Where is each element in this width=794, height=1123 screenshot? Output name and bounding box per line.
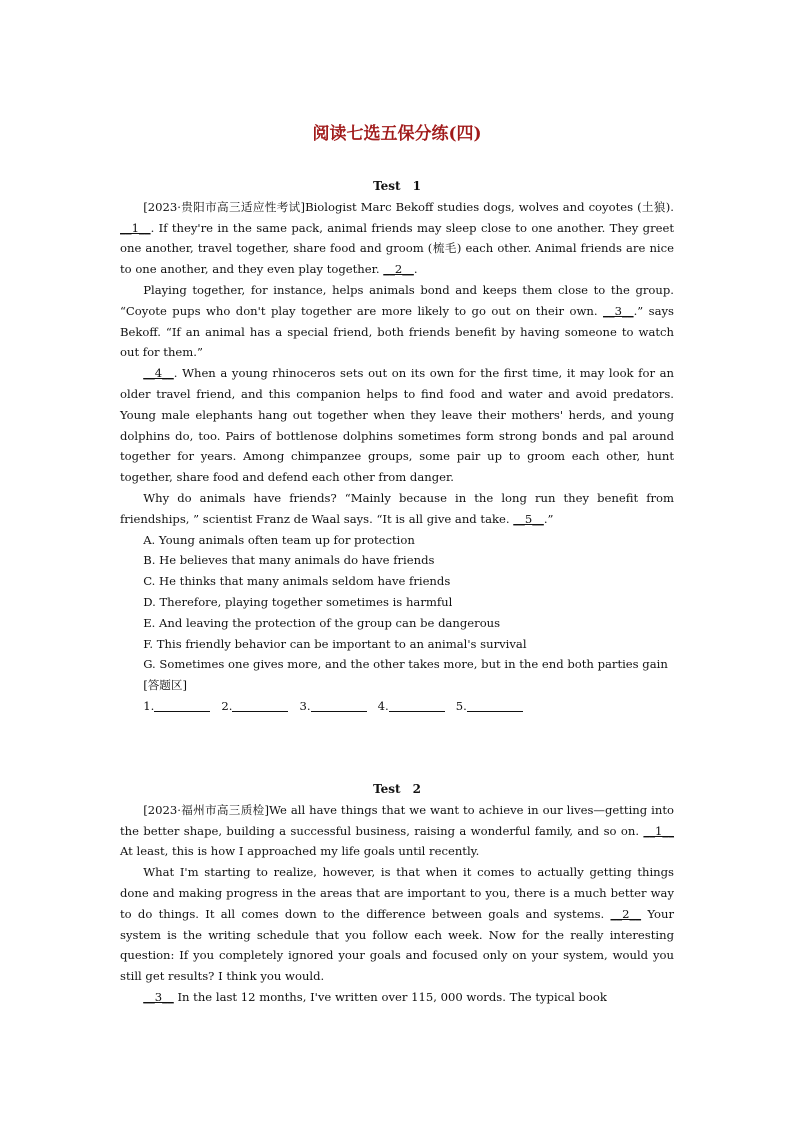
answer-number-3: 3. [299, 698, 311, 713]
blank-2: __2__ [610, 906, 642, 921]
text-run: [2023·福州市高三质检]We all have things that we want to achieve in our lives—getting into the better shape, building a successful business, raising a wonderful family, and so on. [120, 802, 674, 838]
answer-number-4: 4. [377, 698, 389, 713]
answer-blank-1[interactable] [154, 699, 210, 712]
blank-5: __5__ [513, 511, 544, 526]
test-1-heading: Test 1 [373, 179, 421, 193]
blank-2: __2__ [383, 262, 414, 277]
test-2-paragraph-2 [120, 862, 674, 987]
blank-3: __3__ [143, 989, 174, 1004]
answer-blank-5[interactable] [467, 699, 523, 712]
test-1-paragraph-3 [120, 363, 674, 488]
text-run: Playing together, for instance, helps animals bond and keeps them close to the group. “Coyote pups who don't play together are more likely to go out on their own. [120, 282, 674, 318]
text-run: [2023·贵阳市高三适应性考试]Biologist Marc Bekoff studies dogs, wolves and coyotes (土狼). [143, 199, 674, 214]
text-run: In the last 12 months, I've written over 115, 000 words. The typical book [173, 989, 607, 1004]
test-1-paragraph-1 [120, 197, 674, 280]
text-run: . When a young rhinoceros sets out on its own for the first time, it may look for an older travel friend, and this companion helps to find food and water and avoid predators. Young male elephants hang out together when they leave their mothers' herds, and young dolphins do, too. Pairs of bottlenose dolphins sometimes form strong bonds and pal around together for years. Among chimpanzee groups, some pair up to groom each other, hunt together, share food and defend each other from danger. [120, 366, 674, 485]
blank-3: __3__ [603, 303, 634, 318]
test-1-paragraph-2 [120, 280, 674, 363]
text-run: Your system is the writing schedule that you follow each week. Now for the really interesting question: If you completely ignored your goals and focused only on your system, would you still get results? I think you would. [120, 906, 674, 984]
test-2-paragraph-1 [120, 800, 674, 862]
option-e: E. And leaving the protection of the group can be dangerous [143, 615, 501, 630]
text-run: . [413, 262, 418, 277]
text-run: At least, this is how I approached my life goals until recently. [120, 844, 480, 859]
answer-area-label: [答题区] [143, 678, 188, 693]
text-run: Why do animals have friends? “Mainly because in the long run they benefit from friendships, ” scientist Franz de Waal says. “It is all give and take. [120, 490, 674, 526]
test-2-heading: Test 2 [373, 782, 421, 796]
option-f: F. This friendly behavior can be important to an animal's survival [143, 636, 527, 651]
test-1-paragraph-4 [120, 488, 674, 530]
answer-number-2: 2. [221, 698, 233, 713]
answer-blank-3[interactable] [311, 699, 367, 712]
option-a: A. Young animals often team up for protection [143, 532, 415, 547]
text-run: .” [543, 511, 554, 526]
test-2-paragraph-3 [120, 987, 674, 1008]
answer-number-1: 1. [143, 698, 155, 713]
text-run: What I'm starting to realize, however, is that when it comes to actually getting things done and making progress in the areas that are important to you, there is a much better way to do things. It all comes down to the difference between goals and systems. [120, 865, 674, 921]
answer-row [120, 696, 674, 717]
option-g: G. Sometimes one gives more, and the other takes more, but in the end both parties gain [143, 657, 668, 672]
blank-1: __1__ [120, 220, 151, 235]
answer-number-5: 5. [455, 698, 467, 713]
blank-4: __4__ [143, 366, 174, 381]
option-d: D. Therefore, playing together sometimes is harmful [143, 594, 453, 609]
option-b: B. He believes that many animals do have friends [143, 553, 435, 568]
text-run: . If they're in the same pack, animal friends may sleep close to one another. They greet one another, travel together, share food and groom (梳毛) each other. Animal friends are nice to one another, and they even play together. [120, 220, 674, 277]
answer-blank-4[interactable] [389, 699, 445, 712]
test-1-section [120, 176, 674, 717]
text-run: .” says Bekoff. “If an animal has a special friend, both friends benefit by having someone to watch out for them.” [120, 303, 674, 360]
test-2-section [120, 779, 674, 1008]
option-c: C. He thinks that many animals seldom have friends [143, 574, 451, 589]
page-title: 阅读七选五保分练(四) [312, 124, 482, 144]
blank-1: __1__ [643, 823, 674, 838]
answer-blank-2[interactable] [232, 699, 288, 712]
